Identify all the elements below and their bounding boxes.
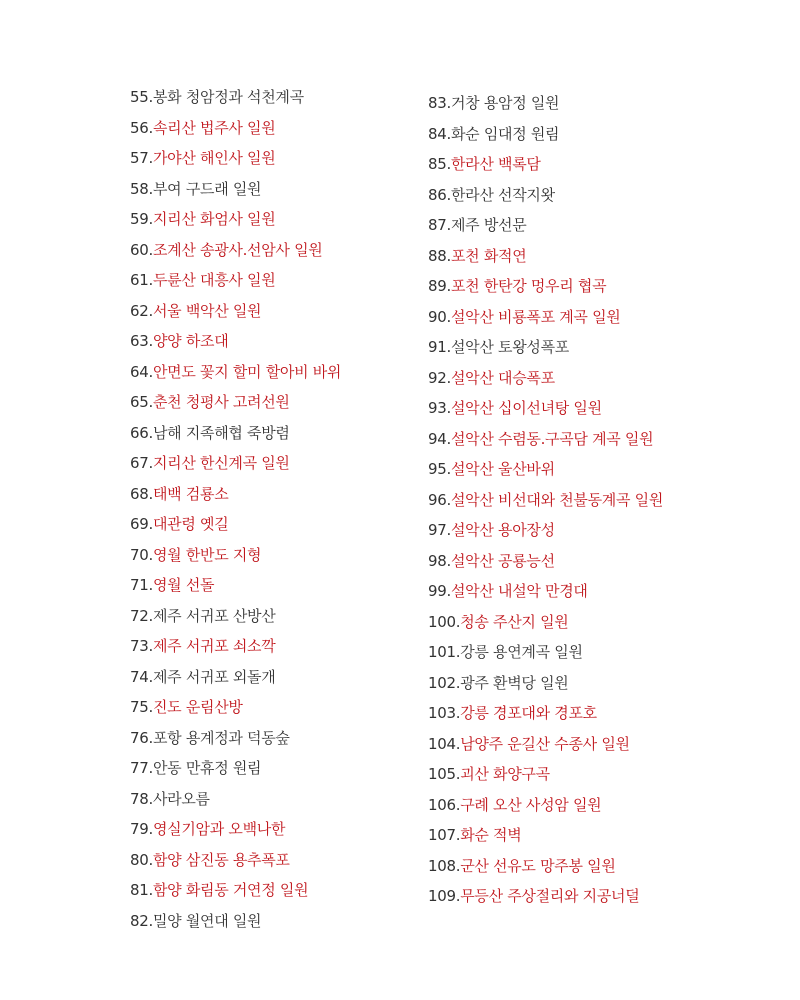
item-name: 진도 운림산방	[152, 698, 243, 716]
item-number: 109.	[428, 887, 461, 905]
list-item	[428, 210, 728, 241]
item-number: 59.	[130, 210, 153, 228]
item-number: 61.	[130, 271, 153, 289]
item-number: 94.	[428, 429, 451, 448]
item-name: 구례 오산 사성암 일원	[460, 795, 602, 814]
item-name: 사라오름	[152, 789, 210, 808]
list-item	[130, 235, 410, 266]
item-name: 제주 서귀포 외돌개	[152, 667, 276, 686]
item-name: 지리산 화엄사 일원	[152, 210, 276, 228]
list-item	[130, 265, 410, 296]
list-item	[428, 607, 728, 638]
item-number: 57.	[130, 149, 153, 167]
item-name: 대관령 옛길	[152, 515, 229, 533]
list-item	[130, 509, 410, 540]
item-name: 포천 화적연	[450, 246, 527, 265]
item-name: 한라산 백록담	[450, 155, 541, 173]
item-name: 안동 만휴정 원림	[152, 759, 262, 777]
list-item	[428, 759, 728, 790]
item-name: 두륜산 대흥사 일원	[152, 271, 276, 289]
item-name: 서울 백악산 일원	[152, 301, 262, 320]
list-item	[428, 119, 728, 150]
item-number: 68.	[130, 484, 153, 503]
item-name: 함양 삼진동 용추폭포	[152, 850, 290, 869]
item-number: 66.	[130, 423, 153, 442]
list-item	[130, 784, 410, 815]
list-item	[428, 271, 728, 302]
list-item	[130, 875, 410, 906]
item-number: 86.	[428, 185, 451, 204]
item-name: 속리산 법주사 일원	[152, 118, 276, 137]
item-number: 95.	[428, 460, 451, 478]
item-number: 63.	[130, 332, 153, 350]
list-item	[428, 668, 728, 699]
item-name: 강릉 용연계곡 일원	[460, 643, 583, 661]
item-name: 남양주 운길산 수종사 일원	[460, 734, 630, 753]
list-item	[130, 753, 410, 784]
item-number: 85.	[428, 155, 451, 173]
list-item	[428, 698, 728, 729]
list-item	[130, 204, 410, 235]
item-name: 영월 선돌	[152, 576, 215, 594]
item-number: 60.	[130, 240, 153, 259]
list-item	[130, 723, 410, 754]
list-item	[428, 637, 728, 668]
item-name: 부여 구드래 일원	[152, 179, 262, 198]
item-name: 지리산 한신계곡 일원	[152, 454, 290, 472]
list-item	[428, 851, 728, 882]
item-name: 한라산 선작지왓	[450, 185, 555, 204]
item-name: 남해 지족해협 죽방렴	[152, 423, 290, 442]
list-item	[428, 363, 728, 394]
item-number: 83.	[428, 94, 451, 112]
item-name: 무등산 주상절리와 지공너덜	[460, 887, 640, 905]
list-item	[428, 729, 728, 760]
item-name: 설악산 울산바위	[450, 460, 555, 478]
item-number: 80.	[130, 850, 153, 869]
list-item	[130, 387, 410, 418]
item-name: 밀양 월연대 일원	[152, 911, 262, 930]
item-number: 58.	[130, 179, 153, 198]
list-item	[428, 881, 728, 912]
item-number: 101.	[428, 643, 461, 661]
list-item	[428, 820, 728, 851]
item-number: 92.	[428, 368, 451, 387]
item-number: 88.	[428, 246, 451, 265]
item-number: 90.	[428, 307, 451, 326]
list-item	[428, 393, 728, 424]
item-name: 제주 서귀포 산방산	[152, 606, 276, 625]
item-name: 양양 하조대	[152, 332, 229, 350]
item-number: 82.	[130, 911, 153, 930]
list-item	[428, 332, 728, 363]
item-number: 78.	[130, 789, 153, 808]
list-item	[130, 418, 410, 449]
item-name: 강릉 경포대와 경포호	[460, 704, 597, 722]
item-name: 설악산 내설악 만경대	[450, 582, 588, 600]
list-item	[130, 479, 410, 510]
item-name: 제주 방선문	[450, 216, 527, 234]
list-item	[428, 515, 728, 546]
item-name: 가야산 해인사 일원	[152, 149, 276, 167]
item-number: 89.	[428, 277, 451, 295]
list-item	[130, 601, 410, 632]
item-number: 102.	[428, 673, 461, 692]
list-item	[130, 448, 410, 479]
item-name: 설악산 공룡능선	[450, 551, 555, 570]
item-name: 안면도 꽃지 할미 할아비 바위	[152, 362, 342, 381]
item-number: 77.	[130, 759, 153, 777]
list-item	[130, 631, 410, 662]
item-name: 태백 검룡소	[152, 484, 229, 503]
list-item	[130, 143, 410, 174]
item-name: 설악산 대승폭포	[450, 368, 555, 387]
item-number: 76.	[130, 728, 153, 747]
item-name: 영실기암과 오백나한	[152, 820, 286, 838]
right-list	[428, 88, 728, 912]
item-name: 설악산 용아장성	[450, 521, 555, 539]
list-item	[130, 113, 410, 144]
item-number: 62.	[130, 301, 153, 320]
item-name: 영월 한반도 지형	[152, 545, 262, 564]
item-number: 107.	[428, 826, 461, 844]
item-number: 67.	[130, 454, 153, 472]
list-item	[130, 540, 410, 571]
list-item	[130, 692, 410, 723]
item-number: 100.	[428, 612, 461, 631]
item-name: 포천 한탄강 멍우리 협곡	[450, 277, 607, 295]
item-name: 조계산 송광사.선암사 일원	[152, 240, 323, 259]
item-number: 56.	[130, 118, 153, 137]
item-number: 71.	[130, 576, 153, 594]
list-item	[428, 241, 728, 272]
item-name: 군산 선유도 망주봉 일원	[460, 856, 616, 875]
item-name: 설악산 십이선녀탕 일원	[450, 399, 602, 417]
item-number: 73.	[130, 637, 153, 655]
left-list	[130, 82, 410, 936]
item-number: 79.	[130, 820, 153, 838]
item-name: 설악산 비선대와 천불동계곡 일원	[450, 490, 664, 509]
item-number: 93.	[428, 399, 451, 417]
list-item	[130, 174, 410, 205]
item-number: 87.	[428, 216, 451, 234]
item-number: 105.	[428, 765, 461, 783]
list-item	[130, 906, 410, 937]
item-name: 봉화 청암정과 석천계곡	[152, 88, 304, 106]
list-item	[130, 82, 410, 113]
item-name: 설악산 비룡폭포 계곡 일원	[450, 307, 621, 326]
list-item	[428, 790, 728, 821]
item-number: 75.	[130, 698, 153, 716]
list-item	[130, 296, 410, 327]
item-number: 91.	[428, 338, 451, 356]
list-item	[428, 149, 728, 180]
item-number: 104.	[428, 734, 461, 753]
item-number: 74.	[130, 667, 153, 686]
item-number: 64.	[130, 362, 153, 381]
item-name: 광주 환벽당 일원	[460, 673, 569, 692]
list-item	[428, 576, 728, 607]
item-number: 106.	[428, 795, 461, 814]
list-item	[130, 326, 410, 357]
item-number: 65.	[130, 393, 153, 411]
item-name: 함양 화림동 거연정 일원	[152, 881, 309, 899]
item-number: 108.	[428, 856, 461, 875]
list-item	[130, 570, 410, 601]
item-name: 괴산 화양구곡	[460, 765, 550, 783]
item-name: 설악산 토왕성폭포	[450, 338, 569, 356]
list-item	[130, 357, 410, 388]
item-name: 춘천 청평사 고려선원	[152, 393, 290, 411]
item-number: 99.	[428, 582, 451, 600]
item-number: 103.	[428, 704, 461, 722]
list-item	[428, 485, 728, 516]
list-item	[428, 424, 728, 455]
item-name: 제주 서귀포 쇠소깍	[152, 637, 276, 655]
item-name: 화순 적벽	[460, 826, 522, 844]
item-name: 설악산 수렴동.구곡담 계곡 일원	[450, 429, 654, 448]
item-number: 98.	[428, 551, 451, 570]
item-number: 70.	[130, 545, 153, 564]
list-item	[130, 662, 410, 693]
item-number: 69.	[130, 515, 153, 533]
item-name: 청송 주산지 일원	[460, 612, 569, 631]
item-name: 화순 임대정 원림	[450, 124, 560, 143]
item-number: 96.	[428, 490, 451, 509]
item-number: 55.	[130, 88, 153, 106]
item-name: 거창 용암정 일원	[450, 94, 560, 112]
item-number: 81.	[130, 881, 153, 899]
list-item	[428, 454, 728, 485]
item-number: 97.	[428, 521, 451, 539]
list-item	[428, 88, 728, 119]
list-item	[130, 845, 410, 876]
item-number: 72.	[130, 606, 153, 625]
list-item	[130, 814, 410, 845]
item-number: 84.	[428, 124, 451, 143]
list-item	[428, 302, 728, 333]
item-name: 포항 용계정과 덕동숲	[152, 728, 290, 747]
list-item	[428, 546, 728, 577]
list-item	[428, 180, 728, 211]
